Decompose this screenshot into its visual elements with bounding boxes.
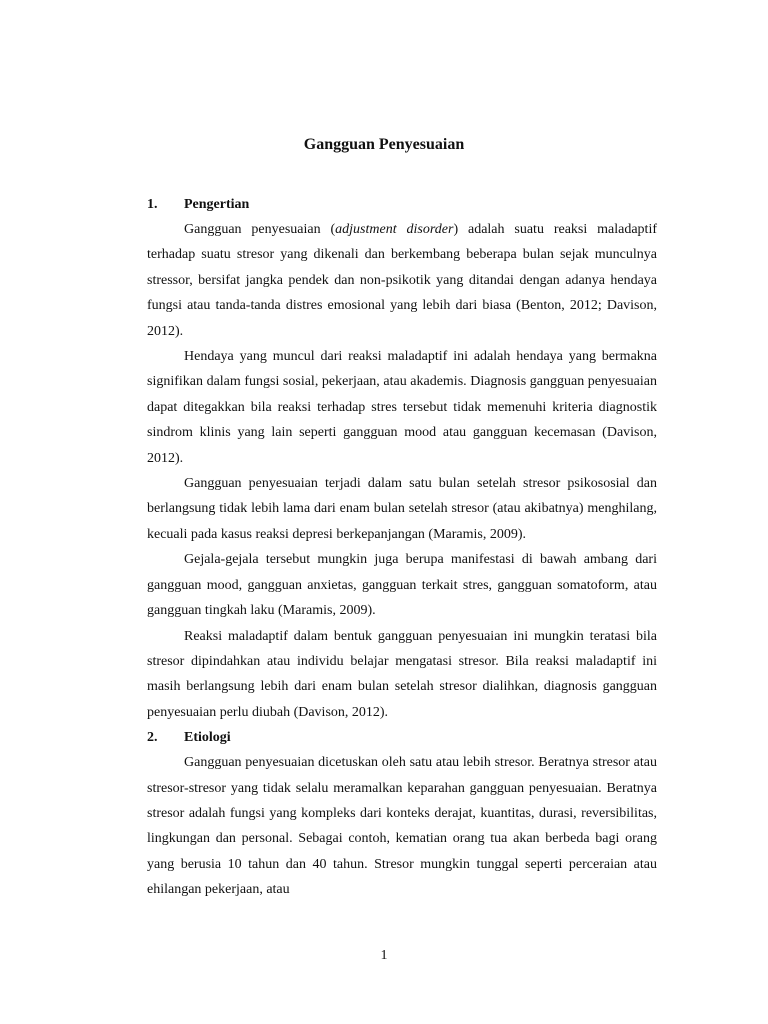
paragraph: Gejala-gejala tersebut mungkin juga berupa manifestasi di bawah ambang dari gangguan mood, gangguan anxietas, gangguan terkait stres, gangguan somatoform, atau gangguan tingkah laku (Maramis, 2009). xyxy=(147,552,657,619)
section-number: 2. xyxy=(147,730,158,746)
section-title: Etiologi xyxy=(184,730,231,746)
paragraph: Gangguan penyesuaian terjadi dalam satu bulan setelah stresor psikososial dan berlangsung tidak lebih lama dari enam bulan setelah stresor (atau akibatnya) menghilang, kecuali pada kasus reaksi depresi berkepanjangan (Maramis, 2009). xyxy=(147,476,657,542)
section-heading xyxy=(147,725,657,750)
section-number: 1. xyxy=(147,197,158,212)
paragraph xyxy=(147,217,657,344)
paragraph-text: ) adalah suatu reaksi maladaptif terhadap suatu stresor yang dikenali dan berkembang beberapa bulan sejak munculnya stressor, bersifat jangka pendek dan non-psikotik yang ditandai dengan adanya hendaya fungsi atau tanda-tanda distres emosional yang lebih dari biasa (Benton, 2012; Davison, 2012). xyxy=(147,222,657,339)
paragraph: Reaksi maladaptif dalam bentuk gangguan penyesuaian ini mungkin teratasi bila stresor dipindahkan atau individu belajar mengatasi stresor. Bila reaksi maladaptif ini masih berlangsung lebih dari enam bulan setelah stresor dialihkan, diagnosis gangguan penyesuaian perlu diubah (Davison, 2012). xyxy=(147,628,657,720)
paragraph-text: Gangguan penyesuaian ( xyxy=(184,222,336,237)
document-body xyxy=(147,192,657,903)
section-heading xyxy=(147,192,657,217)
page-title: Gangguan Penyesuaian xyxy=(303,136,465,153)
italic-term: adjustment disorder xyxy=(335,222,454,237)
paragraph: Gangguan penyesuaian dicetuskan oleh satu atau lebih stresor. Beratnya stresor atau stresor-stresor yang tidak selalu meramalkan keparahan gangguan penyesuaian. Beratnya stresor adalah fungsi yang kompleks dari konteks derajat, kuantitas, durasi, reversibilitas, lingkungan dan personal. Sebagai contoh, kematian orang tua akan berbeda bagi orang yang berusia 10 tahun dan 40 tahun. Stresor mungkin tunggal seperti perceraian atau ehilangan pekerjaan, atau xyxy=(147,755,657,898)
paragraph: Hendaya yang muncul dari reaksi maladaptif ini adalah hendaya yang bermakna signifikan dalam fungsi sosial, pekerjaan, atau akademis. Diagnosis gangguan penyesuaian dapat ditegakkan bila reaksi terhadap stres tersebut tidak memenuhi kriteria diagnostik sindrom klinis yang lain seperti gangguan mood atau gangguan kecemasan (Davison, 2012). xyxy=(147,349,657,466)
page-number: 1 xyxy=(380,948,388,963)
section-title: Pengertian xyxy=(184,197,250,212)
